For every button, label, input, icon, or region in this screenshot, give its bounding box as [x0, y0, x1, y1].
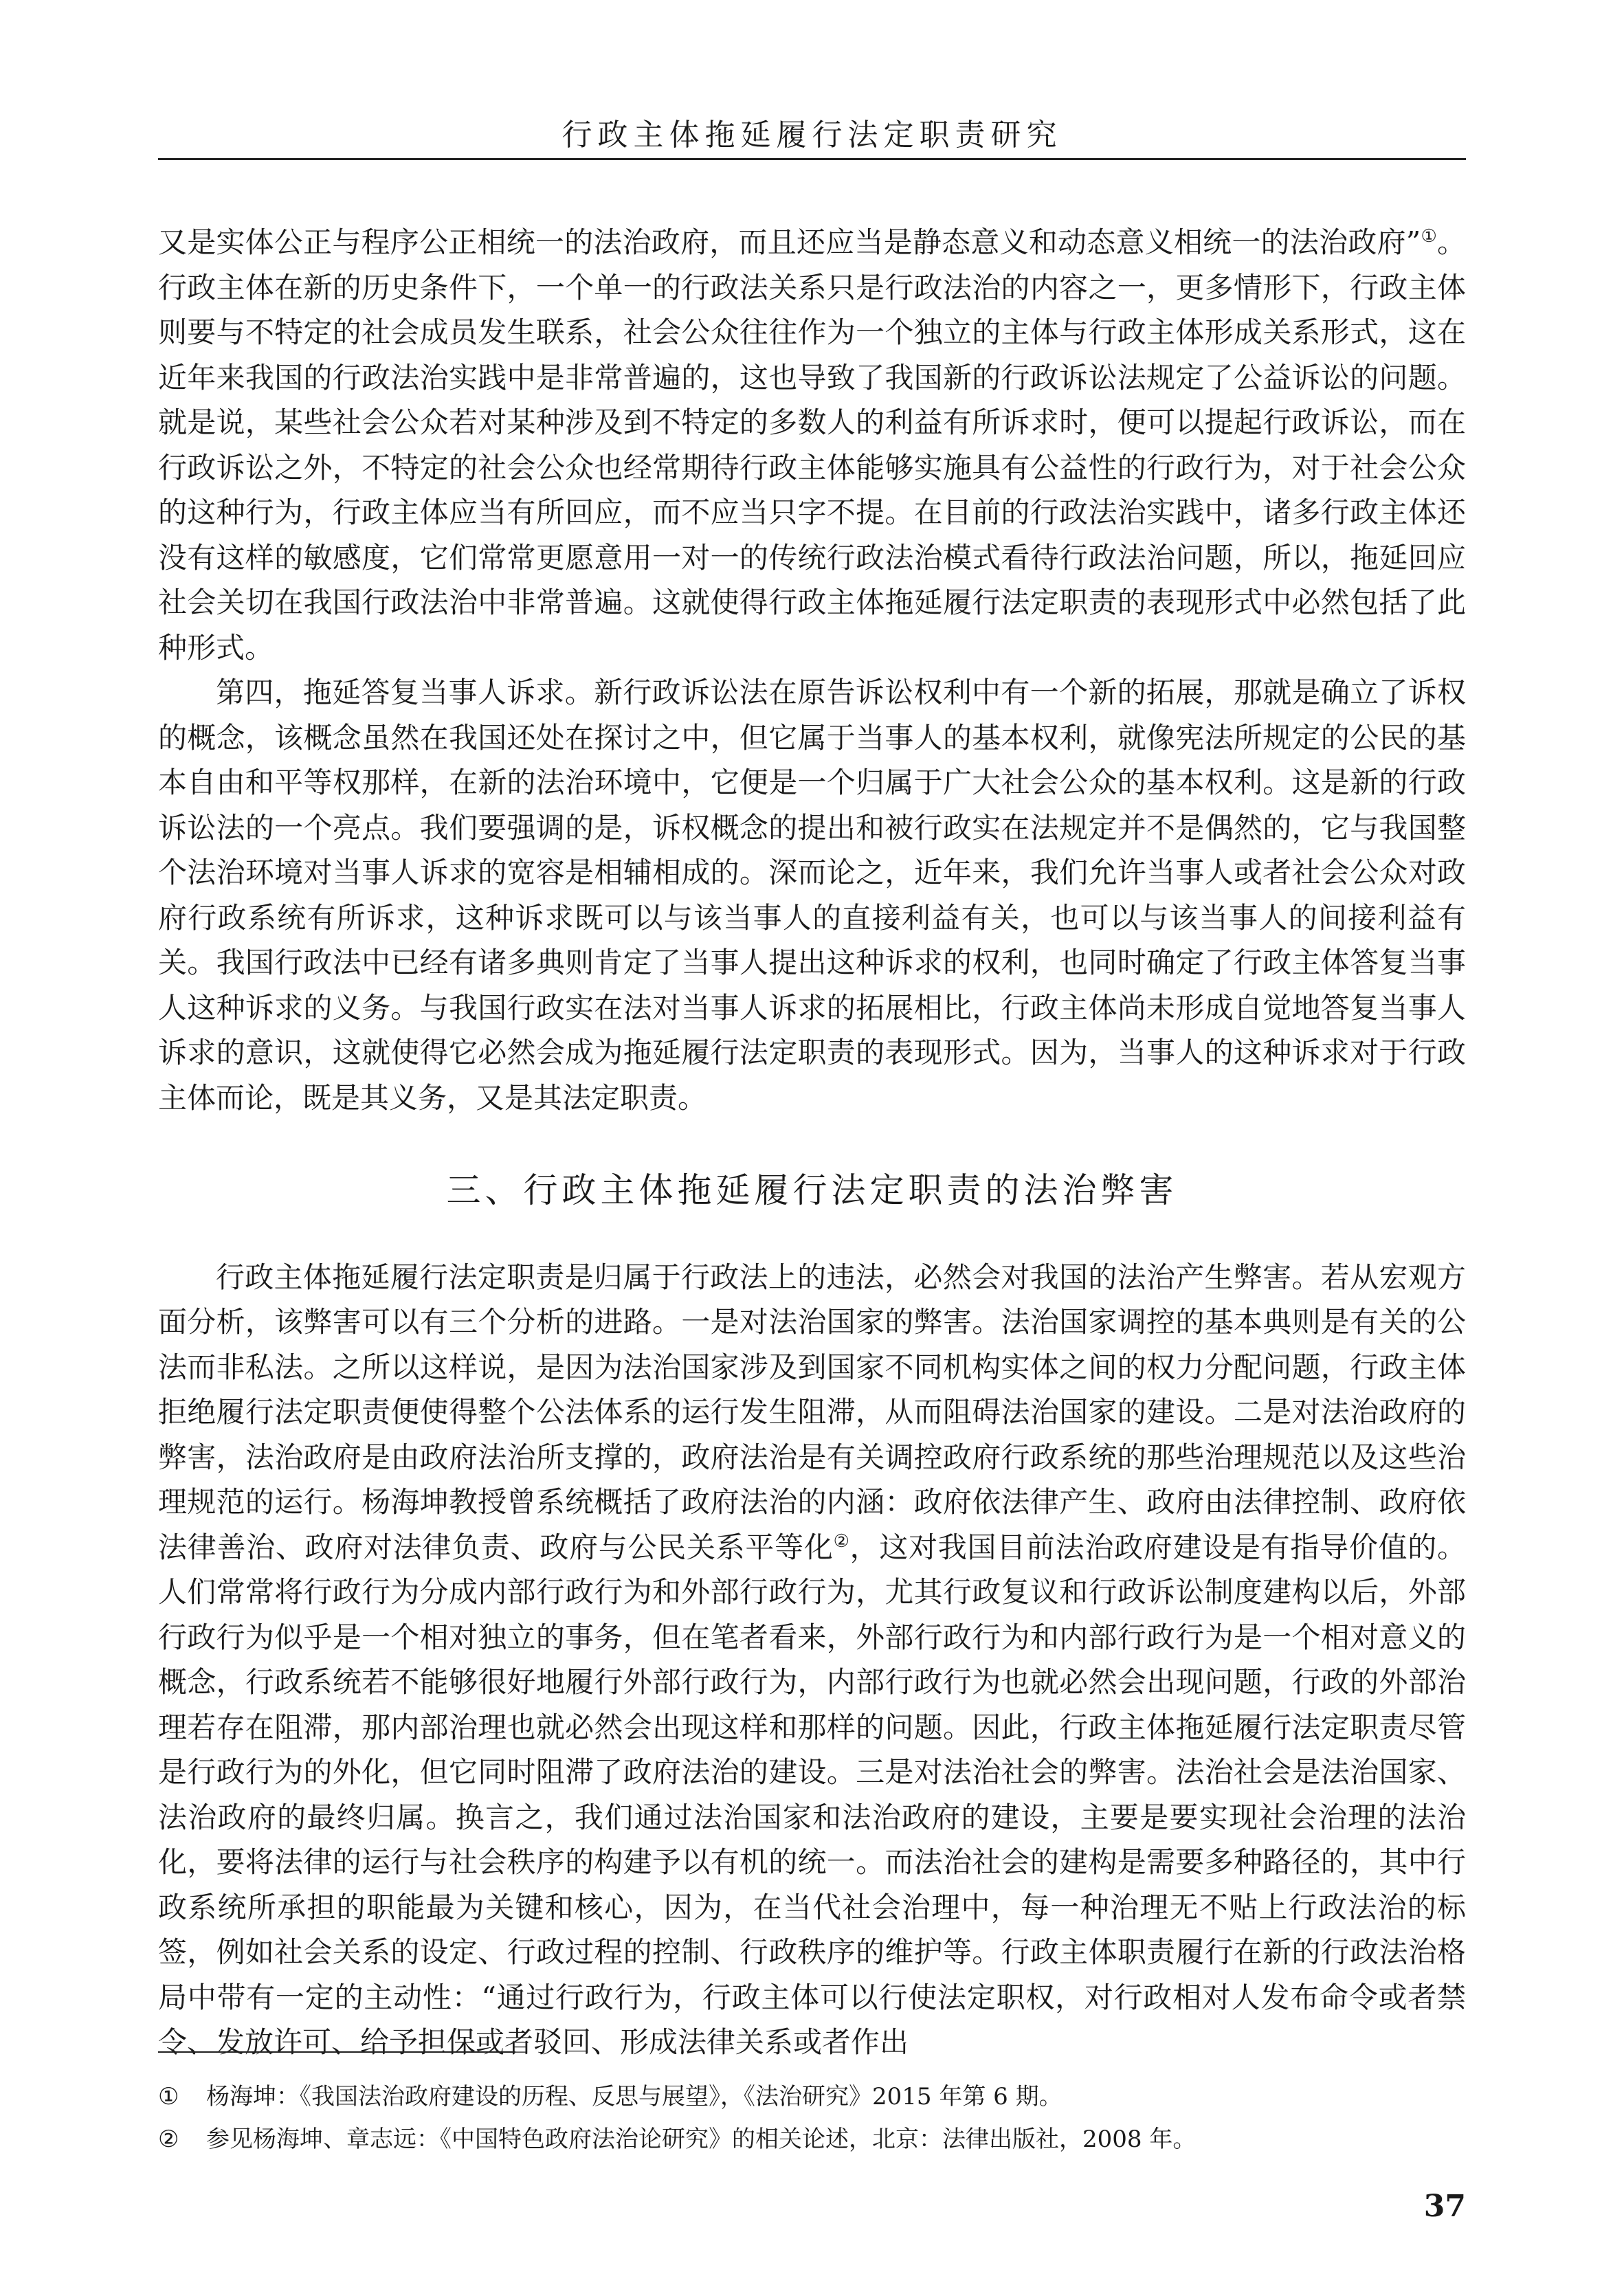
- body-text: [158, 220, 1466, 2065]
- footnote-2: [158, 2118, 1466, 2161]
- footnote-1: [158, 2075, 1466, 2118]
- paragraph-continued: 又是实体公正与程序公正相统一的法治政府，而且还应当是静态意义和动态意义相统一的法治政府”①。行政主体在新的历史条件下，一个单一的行政法关系只是行政法治的内容之一，更多情形下，行政主体则要与不特定的社会成员发生联系，社会公众往往作为一个独立的主体与行政主体形成关系形式，这在近年来我国的行政法治实践中是非常普遍的，这也导致了我国新的行政诉讼法规定了公益诉讼的问题。就是说，某些社会公众若对某种涉及到不特定的多数人的利益有所诉求时，便可以提起行政诉讼，而在行政诉讼之外，不特定的社会公众也经常期待行政主体能够实施具有公益性的行政行为，对于社会公众的这种行为，行政主体应当有所回应，而不应当只字不提。在目前的行政法治实践中，诸多行政主体还没有这样的敏感度，它们常常更愿意用一对一的传统行政法治模式看待行政法治问题，所以，拖延回应社会关切在我国行政法治中非常普遍。这就使得行政主体拖延履行法定职责的表现形式中必然包括了此种形式。: [158, 225, 1466, 665]
- paragraph-fourth: 第四，拖延答复当事人诉求。新行政诉讼法在原告诉讼权利中有一个新的拓展，那就是确立了诉权的概念，该概念虽然在我国还处在探讨之中，但它属于当事人的基本权利，就像宪法所规定的公民的基本自由和平等权那样，在新的法治环境中，它便是一个归属于广大社会公众的基本权利。这是新的行政诉讼法的一个亮点。我们要强调的是，诉权概念的提出和被行政实在法规定并不是偶然的，它与我国整个法治环境对当事人诉求的宽容是相辅相成的。深而论之，近年来，我们允许当事人或者社会公众对政府行政系统有所诉求，这种诉求既可以与该当事人的直接利益有关，也可以与该当事人的间接利益有关。我国行政法中已经有诸多典则肯定了当事人提出这种诉求的权利，也同时确定了行政主体答复当事人这种诉求的义务。与我国行政实在法对当事人诉求的拓展相比，行政主体尚未形成自觉地答复当事人诉求的意识，这就使得它必然会成为拖延履行法定职责的表现形式。因为，当事人的这种诉求对于行政主体而论，既是其义务，又是其法定职责。: [158, 676, 1466, 1115]
- footnote-number: ②: [158, 2126, 179, 2153]
- running-header: 行政主体拖延履行法定职责研究: [561, 118, 1063, 153]
- footnotes: [158, 2075, 1466, 2161]
- paragraph-section-body: 行政主体拖延履行法定职责是归属于行政法上的违法，必然会对我国的法治产生弊害。若从宏观方面分析，该弊害可以有三个分析的进路。一是对法治国家的弊害。法治国家调控的基本典则是有关的公法而非私法。之所以这样说，是因为法治国家涉及到国家不同机构实体之间的权力分配问题，行政主体拒绝履行法定职责便使得整个公法体系的运行发生阻滞，从而阻碍法治国家的建设。二是对法治政府的弊害，法治政府是由政府法治所支撑的，政府法治是有关调控政府行政系统的那些治理规范以及这些治理规范的运行。杨海坤教授曾系统概括了政府法治的内涵：政府依法律产生、政府由法律控制、政府依法律善治、政府对法律负责、政府与公民关系平等化②，这对我国目前法治政府建设是有指导价值的。人们常常将行政行为分成内部行政行为和外部行政行为，尤其行政复议和行政诉讼制度建构以后，外部行政行为似乎是一个相对独立的事务，但在笔者看来，外部行政行为和内部行政行为是一个相对意义的概念，行政系统若不能够很好地履行外部行政行为，内部行政行为也就必然会出现问题，行政的外部治理若存在阻滞，那内部治理也就必然会出现这样和那样的问题。因此，行政主体拖延履行法定职责尽管是行政行为的外化，但它同时阻滞了政府法治的建设。三是对法治社会的弊害。法治社会是法治国家、法治政府的最终归属。换言之，我们通过法治国家和法治政府的建设，主要是要实现社会治理的法治化，要将法律的运行与社会秩序的构建予以有机的统一。而法治社会的建构是需要多种路径的，其中行政系统所承担的职能最为关键和核心，因为，在当代社会治理中，每一种治理无不贴上行政法治的标签，例如社会关系的设定、行政过程的控制、行政秩序的维护等。行政主体职责履行在新的行政法治格局中带有一定的主动性：“通过行政行为，行政主体可以行使法定职权，对行政相对人发布命令或者禁令、发放许可、给予担保或者驳回、形成法律关系或者作出: [158, 1260, 1466, 2059]
- footnote-number: ①: [158, 2083, 179, 2110]
- footnote-ref-1[interactable]: ①: [1421, 226, 1437, 247]
- header-rule: [158, 158, 1466, 160]
- footnote-text: 杨海坤：《我国法治政府建设的历程、反思与展望》，《法治研究》2015 年第 6 期。: [206, 2083, 1063, 2110]
- footnote-ref-2[interactable]: ②: [833, 1530, 850, 1552]
- footnote-text: 参见杨海坤、章志远：《中国特色政府法治论研究》的相关论述，北京：法律出版社，2008 年。: [206, 2126, 1197, 2153]
- section-heading: 三、行政主体拖延履行法定职责的法治弊害: [446, 1170, 1178, 1210]
- footnote-rule: [158, 2051, 515, 2053]
- page-number: 37: [1423, 2189, 1466, 2224]
